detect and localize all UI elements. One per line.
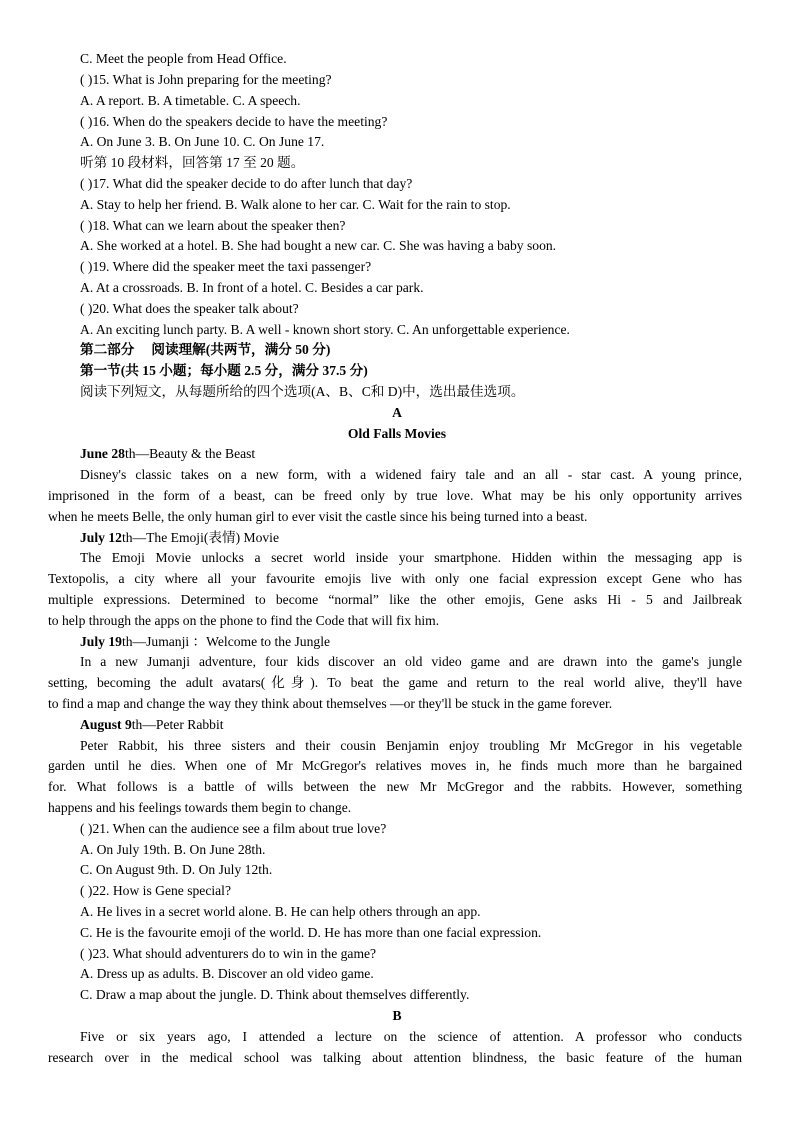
movie-title: th—The Emoji(表情) Movie xyxy=(121,530,279,545)
movie-date: June 28 xyxy=(80,446,125,461)
question-23-options-ab: A. Dress up as adults. B. Discover an old video game. xyxy=(80,966,374,981)
question-21-options-ab: A. On July 19th. B. On June 28th. xyxy=(80,842,266,857)
paragraph-line: research over in the medical school was talking about attention blindness, the basic feature of the human xyxy=(48,1050,742,1065)
question-16: ( )16. When do the speakers decide to have the meeting? xyxy=(80,114,388,129)
question-20: ( )20. What does the speaker talk about? xyxy=(80,301,299,316)
question-20-options: A. An exciting lunch party. B. A well - known short story. C. An unforgettable experience. xyxy=(80,322,570,337)
movie-heading-2 xyxy=(80,529,279,546)
question-19: ( )19. Where did the speaker meet the taxi passenger? xyxy=(80,259,372,274)
question-19-options: A. At a crossroads. B. In front of a hotel. C. Besides a car park. xyxy=(80,280,424,295)
option-line: C. Meet the people from Head Office. xyxy=(80,51,287,66)
paragraph-line: Textopolis, a city where all your favourite emojis live with only one facial expression except Gene who has xyxy=(48,571,742,586)
question-21: ( )21. When can the audience see a film about true love? xyxy=(80,821,387,836)
paragraph-line: setting, becoming the adult avatars(化身). To beat the game and return to the real world alive, they'll have xyxy=(48,675,742,690)
question-22-options-ab: A. He lives in a secret world alone. B. He can help others through an app. xyxy=(80,904,481,919)
question-18: ( )18. What can we learn about the speaker then? xyxy=(80,218,346,233)
movie-heading-3 xyxy=(80,633,330,650)
paragraph-line: when he meets Belle, the only human girl to ever visit the castle since his being turned into a beast. xyxy=(48,509,588,524)
paragraph-line: happens and his feelings towards them begin to change. xyxy=(48,800,352,815)
passage-a-label: A xyxy=(392,405,402,420)
question-15: ( )15. What is John preparing for the meeting? xyxy=(80,72,332,87)
movie-title: th—Beauty & the Beast xyxy=(124,446,256,461)
paragraph-line: garden until he dies. When one of Mr McGregor's relatives moves in, he finds much more than he bargained xyxy=(48,758,742,773)
passage-b-label: B xyxy=(392,1008,402,1023)
question-22-options-cd: C. He is the favourite emoji of the world. D. He has more than one facial expression. xyxy=(80,925,542,940)
paragraph-line: multiple expressions. Determined to become “normal” like the other emojis, Gene asks Hi - 5 and Jailbreak xyxy=(48,592,742,607)
paragraph-line: to help through the apps on the phone to find the Code that will fix him. xyxy=(48,613,440,628)
movie-title: th—Peter Rabbit xyxy=(131,717,224,732)
reading-instruction: 阅读下列短文，从每题所给的四个选项(A、B、C和 D)中，选出最佳选项。 xyxy=(80,384,525,399)
movie-heading-4 xyxy=(80,716,224,733)
movie-title: th—Jumanji ：Welcome to the Jungle xyxy=(121,634,330,649)
question-22: ( )22. How is Gene special? xyxy=(80,883,231,898)
movie-heading-1 xyxy=(80,445,255,462)
movie-date: July 19 xyxy=(80,634,122,649)
paragraph-line: Disney's classic takes on a new form, with a widened fairy tale and an all - star cast. A young prince, xyxy=(80,467,742,482)
question-23: ( )23. What should adventurers do to win in the game? xyxy=(80,946,377,961)
paragraph-line: Peter Rabbit, his three sisters and their cousin Benjamin enjoy troubling Mr McGregor in his vegetable xyxy=(80,738,742,753)
question-21-options-cd: C. On August 9th. D. On July 12th. xyxy=(80,862,273,877)
question-15-options: A. A report. B. A timetable. C. A speech. xyxy=(80,93,301,108)
question-18-options: A. She worked at a hotel. B. She had bought a new car. C. She was having a baby soon. xyxy=(80,238,557,253)
passage-a-title: Old Falls Movies xyxy=(347,426,447,441)
paragraph-line: to find a map and change the way they think about themselves —or they'll be stuck in the game forever. xyxy=(48,696,613,711)
part2-heading: 第二部分 阅读理解(共两节，满分 50 分) xyxy=(80,342,331,357)
paragraph-line: In a new Jumanji adventure, four kids discover an old video game and are drawn into the game's jungle xyxy=(80,654,742,669)
question-17: ( )17. What did the speaker decide to do after lunch that day? xyxy=(80,176,413,191)
movie-date: August 9 xyxy=(80,717,132,732)
paragraph-line: imprisoned in the form of a beast, can be freed only by true love. What may be his only opportunity arrives xyxy=(48,488,742,503)
paragraph-line: The Emoji Movie unlocks a secret world inside your smartphone. Hidden within the messaging app is xyxy=(80,550,742,565)
question-17-options: A. Stay to help her friend. B. Walk alone to her car. C. Wait for the rain to stop. xyxy=(80,197,511,212)
paragraph-line: Five or six years ago, I attended a lecture on the science of attention. A professor who conducts xyxy=(80,1029,742,1044)
question-16-options: A. On June 3. B. On June 10. C. On June 17. xyxy=(80,134,325,149)
listening-instruction: 听第 10 段材料，回答第 17 至 20 题。 xyxy=(80,155,305,170)
section1-heading: 第一节(共 15 小题；每小题 2.5 分，满分 37.5 分) xyxy=(80,363,368,378)
question-23-options-cd: C. Draw a map about the jungle. D. Think about themselves differently. xyxy=(80,987,470,1002)
movie-date: July 12 xyxy=(80,530,122,545)
paragraph-line: for. What follows is a battle of wills between the new Mr McGregor and the rabbits. However, something xyxy=(48,779,742,794)
